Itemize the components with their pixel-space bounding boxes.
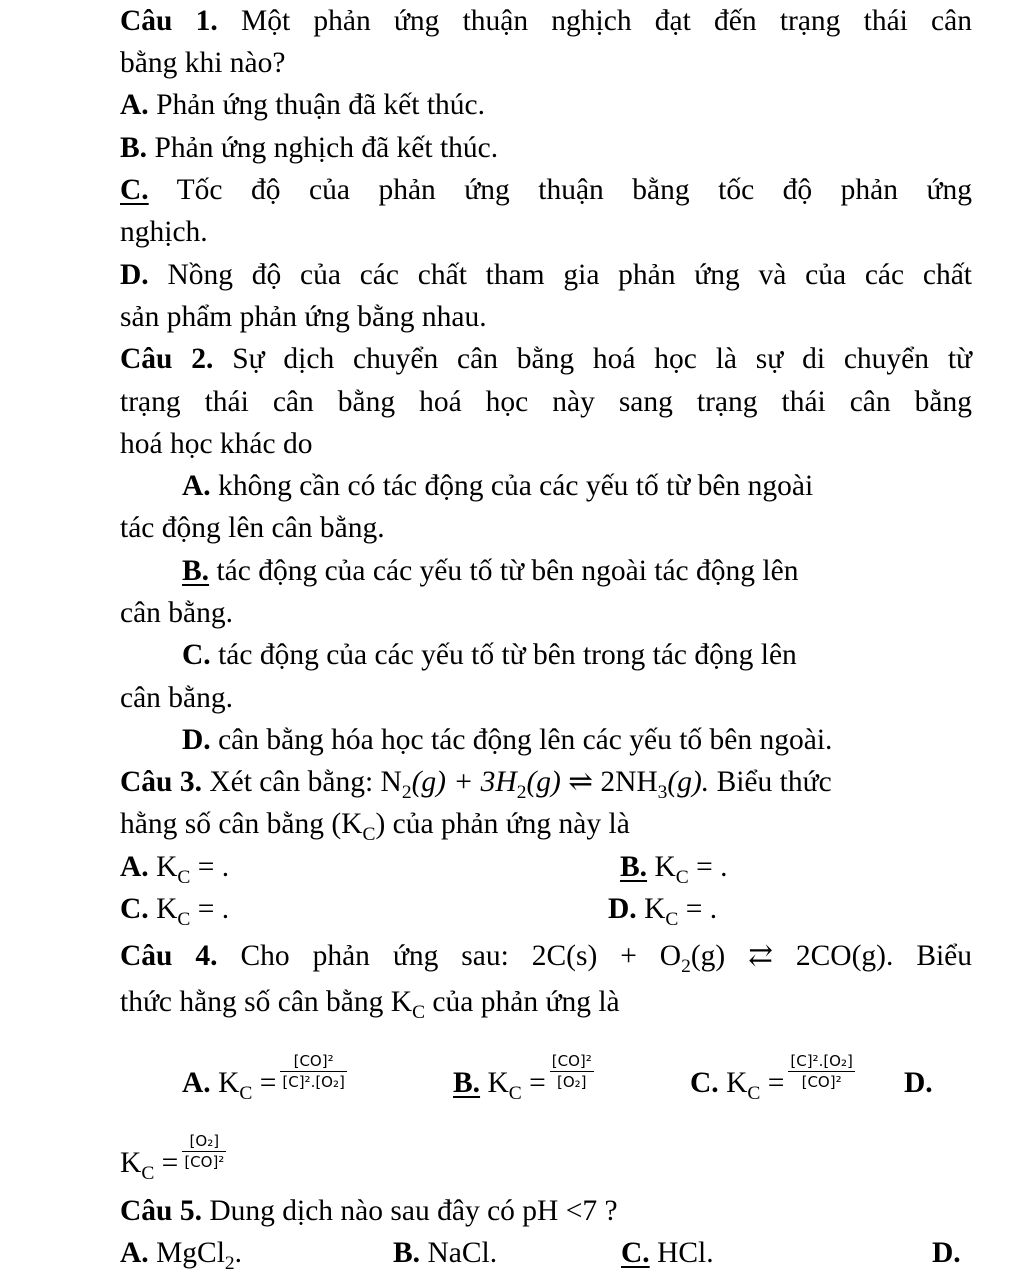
q2-option-c: C. tác động của các yếu tố từ bên trong tác động lên (182, 639, 797, 671)
q4-d-fraction: $\frac{\text{[O₂]}}{\text{[CO]²}}$ (184, 1131, 225, 1171)
q1-stem-2: bằng khi nào? (120, 47, 286, 79)
q5-answer-mark: C. (621, 1237, 650, 1269)
q3-label: Câu 3. (120, 766, 202, 798)
q3-option-b: B. $K_C$ = . (620, 851, 728, 888)
q4-c-fraction: $\frac{\text{[C]².[O₂]}}{\text{[CO]²}}$ (790, 1051, 853, 1091)
q2-answer-mark: B. (182, 555, 210, 587)
q3-option-d: D. $K_C$ = . (608, 893, 718, 930)
q2-stem-line-2: trạng thái cân bằng hoá học này sang trạng thái cân bằng (120, 386, 972, 418)
q1-option-a: A. Phản ứng thuận đã kết thúc. (120, 89, 486, 121)
q2-option-d: D. cân bằng hóa học tác động lên các yếu tố bên ngoài. (182, 724, 833, 756)
q4-a-fraction: $\frac{\text{[CO]²}}{\text{[C]².[O₂]}}$ (282, 1051, 345, 1091)
q3-option-a: A. $K_C$ = . (120, 851, 230, 888)
q3-stem-line-1: Câu 3. Xét cân bằng: $N_2(g) + 3H_2(g)$ ⇌ $2NH_3(g)$. Biểu thức (120, 766, 832, 803)
q5-option-a: A. MgCl$_2$. (120, 1237, 243, 1274)
q3-answer-mark: B. (620, 851, 648, 883)
q4-stem-line-1: Câu 4. Cho phản ứng sau: $2C(s) + O_2(g)$ ⇄ 2CO(g). Biểu (120, 940, 973, 977)
q5-option-c: C. HCl. (621, 1237, 714, 1269)
q1-stem-line-2 (120, 42, 972, 84)
q2-option-a: A. không cần có tác động của các yếu tố từ bên ngoài (182, 470, 814, 502)
q1-option-c: C. Tốc độ của phản ứng thuận bằng tốc độ phản ứng (120, 174, 973, 206)
q1-option-b: B. Phản ứng nghịch đã kết thúc. (120, 132, 499, 164)
q1-label: Câu 1. (120, 5, 218, 37)
q1-option-d: D. Nồng độ của các chất tham gia phản ứng và của các chất (120, 259, 972, 291)
q4-option-a: A. $K_C$ = $\frac{\text{[CO]²}}{\text{[C]².[O₂]}}$ (182, 1051, 345, 1104)
q4-stem-line-2: thức hằng số cân bằng $K_C$ của phản ứng là (120, 986, 620, 1023)
q2-stem-line-3: hoá học khác do (120, 428, 313, 460)
equilibrium-arrow-icon: ⇌ (568, 766, 593, 798)
reversible-arrow-icon: ⇄ (748, 940, 773, 972)
q2-label: Câu 2. (120, 343, 214, 375)
q4-equation: $2C(s) + O_2(g)$ ⇄ 2CO(g). (531, 940, 894, 977)
q2-stem-line-1: Câu 2. Sự dịch chuyển cân bằng hoá học là sự di chuyển từ (120, 343, 973, 375)
q4-b-fraction: $\frac{\text{[CO]²}}{\text{[O₂]}}$ (551, 1051, 592, 1091)
q2-option-c-cont: cân bằng. (120, 682, 234, 714)
q4-option-d-value: $K_C$ = $\frac{\text{[O₂]}}{\text{[CO]²}}$ (120, 1131, 225, 1184)
q1-answer-mark: C. (120, 174, 149, 206)
q5-option-d: D. (932, 1237, 961, 1269)
q1-option-c-cont: nghịch. (120, 216, 208, 248)
q5-label: Câu 5. (120, 1195, 202, 1227)
q1-stem-line-1 (120, 0, 972, 42)
q3-equation: $N_2(g) + 3H_2(g)$ ⇌ $2NH_3(g)$. (380, 766, 710, 803)
q2-option-b: B. tác động của các yếu tố từ bên ngoài tác động lên (182, 555, 799, 587)
q4-answer-mark: B. (453, 1067, 481, 1099)
q1-stem-1: Một phản ứng thuận nghịch đạt đến trạng thái cân (240, 5, 972, 37)
q1-option-d-cont: sản phẩm phản ứng bằng nhau. (120, 301, 487, 333)
q4-option-d: D. (904, 1067, 933, 1099)
q3-option-c: C. $K_C$ = . (120, 893, 230, 930)
q2-option-a-cont: tác động lên cân bằng. (120, 512, 385, 544)
q5-stem: Câu 5. Dung dịch nào sau đây có pH <7 ? (120, 1195, 618, 1227)
q5-option-b: B. NaCl. (393, 1237, 498, 1269)
q3-stem-line-2: hằng số cân bằng $(K_C)$ của phản ứng này là (120, 808, 630, 845)
q2-option-b-cont: cân bằng. (120, 597, 234, 629)
q4-option-c: C. $K_C$ = $\frac{\text{[C]².[O₂]}}{\text{[CO]²}}$ (690, 1051, 853, 1104)
q4-option-b: B. $K_C$ = $\frac{\text{[CO]²}}{\text{[O₂]}}$ (453, 1051, 592, 1104)
q4-label: Câu 4. (120, 940, 218, 972)
